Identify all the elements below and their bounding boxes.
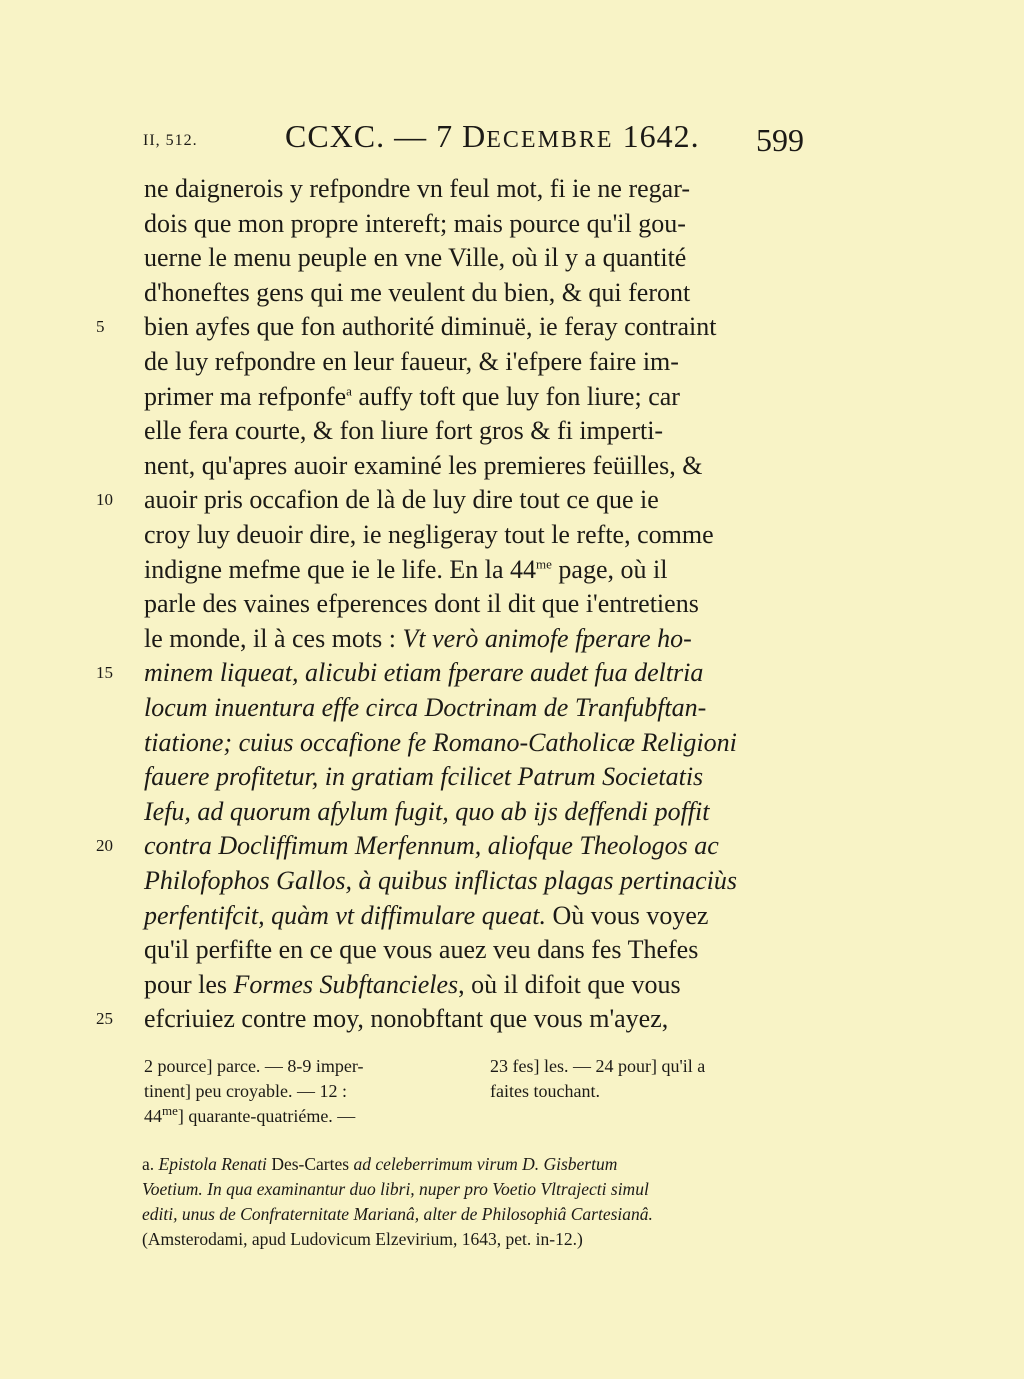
text-run: tinent] peu croyable. — 12 : bbox=[144, 1081, 347, 1101]
text-run: editi, unus de Confraternitate Marianâ, alter de Philosophiâ Cartesianâ. bbox=[142, 1204, 653, 1224]
line-number: 10 bbox=[96, 490, 113, 510]
text-run: Où vous voyez bbox=[545, 900, 709, 930]
text-line bbox=[144, 933, 798, 968]
letter-heading bbox=[285, 118, 700, 155]
text-run: Formes Subftancieles bbox=[233, 969, 459, 999]
page-number: 599 bbox=[756, 122, 804, 158]
letter-heading-prefix: CCXC. — 7 D bbox=[285, 118, 487, 154]
line-number: 25 bbox=[96, 1009, 113, 1029]
letter-heading-year: 1642. bbox=[613, 118, 700, 154]
text-line bbox=[144, 726, 798, 761]
line-number: 15 bbox=[96, 663, 113, 683]
text-run: bien ayfes que fon authorité diminuë, ie feray contraint bbox=[144, 312, 717, 342]
text-run: efcriuiez contre moy, nonobftant que vous m'ayez, bbox=[144, 1004, 669, 1034]
text-run: nent, qu'apres auoir examiné les premieres feüilles, & bbox=[144, 450, 703, 480]
text-run: croy luy deuoir dire, ie negligeray tout le refte, comme bbox=[144, 520, 714, 549]
text-line bbox=[144, 414, 798, 449]
text-line bbox=[144, 172, 798, 207]
variant-line bbox=[144, 1054, 364, 1079]
text-run: contra Docliffimum Merfennum, aliofque Theologos ac bbox=[144, 831, 719, 861]
text-run: Philofophos Gallos, à quibus inflictas plagas pertinaciùs bbox=[144, 866, 737, 895]
text-run: le monde, il à ces mots : bbox=[144, 623, 403, 653]
superscript: me bbox=[162, 1103, 178, 1118]
text-line bbox=[144, 241, 798, 276]
text-line bbox=[144, 656, 798, 691]
letter-heading-month: ECEMBRE bbox=[486, 127, 614, 153]
text-run: 2 pource] parce. — 8-9 imper- bbox=[144, 1056, 364, 1076]
text-line bbox=[144, 380, 798, 415]
text-run: tiatione; cuius occafione fe Romano-Catholicæ Religioni bbox=[144, 727, 737, 757]
text-line bbox=[144, 345, 798, 380]
footnote-line bbox=[142, 1227, 802, 1252]
volume-reference: II, 512. bbox=[143, 132, 198, 149]
superscript: me bbox=[536, 555, 552, 571]
text-run: 23 fes] les. — 24 pour] qu'il a bbox=[490, 1056, 706, 1076]
text-line bbox=[144, 829, 798, 864]
footnote-line bbox=[142, 1177, 802, 1202]
variant-readings-left bbox=[144, 1054, 364, 1129]
text-run: auffy toft que luy fon liure; car bbox=[351, 381, 680, 411]
running-header bbox=[0, 118, 1024, 168]
variant-line bbox=[144, 1079, 364, 1104]
text-line bbox=[144, 760, 798, 795]
text-run: Voetium. In qua examinantur duo libri, nuper pro Voetio Vltrajecti simul bbox=[142, 1179, 649, 1199]
text-line bbox=[144, 207, 798, 242]
text-line bbox=[144, 553, 798, 588]
text-line bbox=[144, 483, 798, 518]
text-line bbox=[144, 310, 798, 345]
text-line bbox=[144, 1002, 798, 1037]
line-number: 20 bbox=[96, 836, 113, 856]
text-line bbox=[144, 968, 798, 1003]
text-run: a. bbox=[142, 1154, 159, 1174]
variant-readings-right bbox=[490, 1054, 705, 1104]
text-run: qu'il perfifte en ce que vous auez veu dans fes Thefes bbox=[144, 935, 699, 965]
text-run: faites touchant. bbox=[490, 1081, 600, 1101]
text-run: perfentifcit, quàm vt diffimulare queat. bbox=[144, 900, 546, 930]
text-run: , où il difoit que vous bbox=[458, 969, 681, 999]
text-line bbox=[144, 587, 798, 622]
text-run: Epistola Renati bbox=[158, 1154, 267, 1174]
text-run: indigne mefme que ie le life. En la 44 bbox=[144, 554, 537, 584]
text-line bbox=[144, 276, 798, 311]
text-run: Des-Cartes bbox=[266, 1154, 354, 1174]
text-line bbox=[144, 622, 798, 657]
text-run: (Amsterodami, apud Ludovicum Elzevirium, 1643, pet. in-12.) bbox=[142, 1229, 583, 1249]
text-run: page, où il bbox=[551, 554, 668, 584]
superscript: a bbox=[346, 382, 352, 398]
text-run: primer ma refponfe bbox=[144, 381, 347, 411]
text-run: d'honeftes gens qui me veulent du bien, & qui feront bbox=[144, 277, 691, 307]
text-run: 44 bbox=[144, 1106, 162, 1126]
text-line bbox=[144, 795, 798, 830]
text-run: pour les bbox=[144, 969, 234, 999]
text-run: elle fera courte, & fon liure fort gros & fi imperti- bbox=[144, 416, 664, 446]
text-run: minem liqueat, alicubi etiam fperare audet fua deltria bbox=[144, 658, 704, 688]
footnote bbox=[142, 1152, 802, 1252]
text-line bbox=[144, 899, 798, 934]
text-run: fauere profitetur, in gratiam fcilicet Patrum Societatis bbox=[144, 762, 704, 792]
text-line bbox=[144, 449, 798, 484]
text-run: de luy refpondre en leur faueur, & i'efpere faire im- bbox=[144, 347, 679, 376]
text-line bbox=[144, 518, 798, 553]
text-run: Vt verò animofe fperare ho- bbox=[402, 623, 692, 653]
text-run: uerne le menu peuple en vne Ville, où il y a quantité bbox=[144, 243, 687, 273]
text-line bbox=[144, 864, 798, 899]
text-run: ] quarante-quatriéme. — bbox=[177, 1106, 356, 1126]
text-run: auoir pris occafion de là de luy dire tout ce que ie bbox=[144, 485, 659, 515]
text-run: locum inuentura effe circa Doctrinam de Tranfubftan- bbox=[144, 693, 707, 722]
variant-line bbox=[490, 1054, 705, 1079]
footnote-line bbox=[142, 1202, 802, 1227]
variant-line bbox=[144, 1104, 364, 1129]
text-run: ne daignerois y refpondre vn feul mot, fi ie ne regar- bbox=[144, 174, 690, 203]
text-run: parle des vaines efperences dont il dit que i'entretiens bbox=[144, 589, 699, 619]
line-number: 5 bbox=[96, 317, 105, 337]
variant-line bbox=[490, 1079, 705, 1104]
text-run: Iefu, ad quorum afylum fugit, quo ab ijs deffendi poffit bbox=[144, 796, 710, 826]
text-run: dois que mon propre intereft; mais pource qu'il gou- bbox=[144, 208, 686, 238]
text-line bbox=[144, 691, 798, 726]
footnote-line bbox=[142, 1152, 802, 1177]
text-run: ad celeberrimum virum D. Gisbertum bbox=[353, 1154, 618, 1174]
